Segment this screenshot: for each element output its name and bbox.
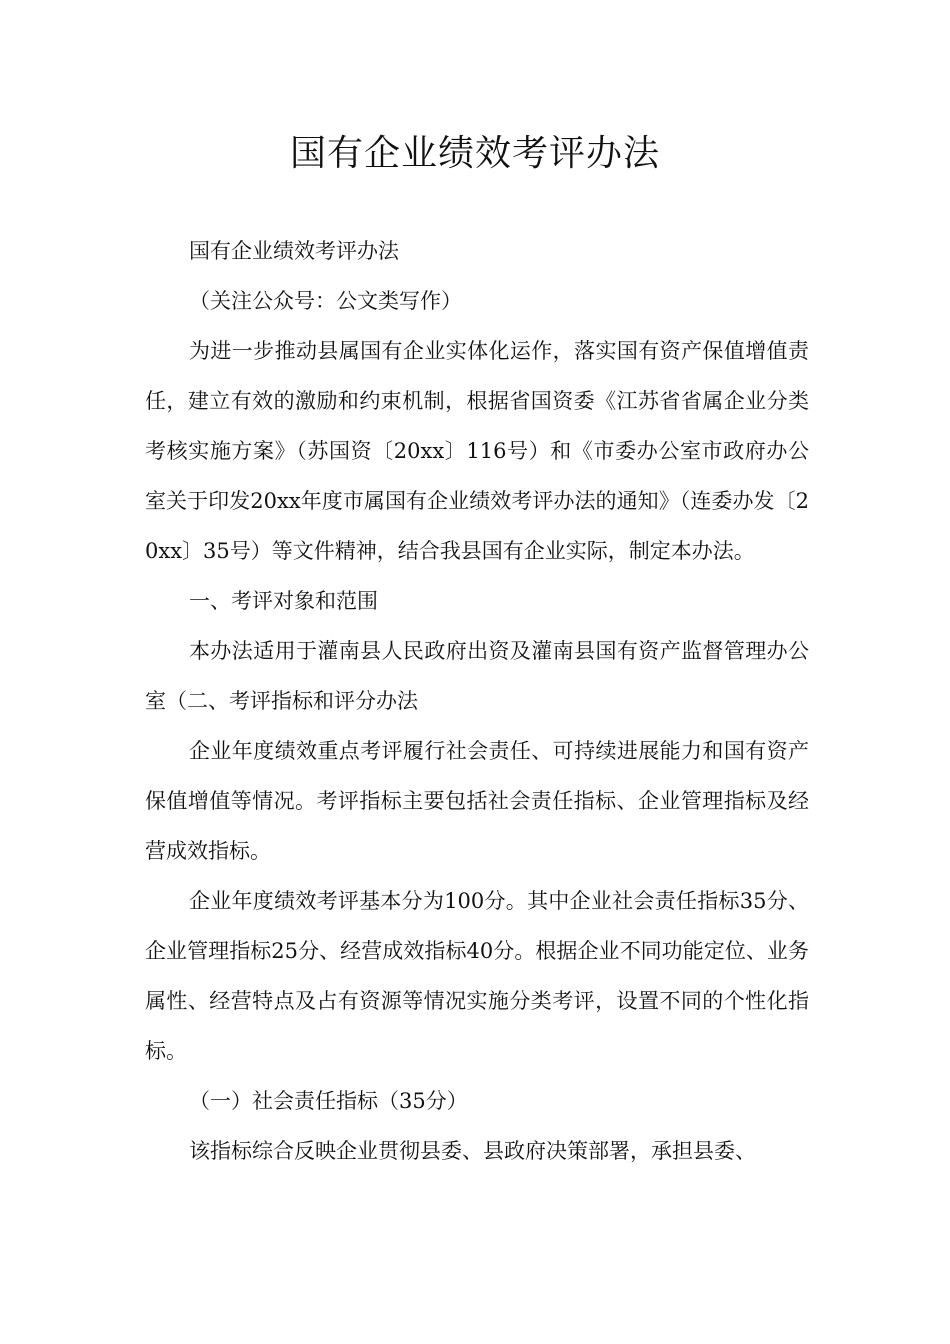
paragraph-source-note: （关注公众号：公文类写作） <box>189 289 462 313</box>
paragraph-scoring: 企业年度绩效考评基本分为100分。其中企业社会责任指标35分、企业管理指标25分、经营成效指标40分。根据企业不同功能定位、业务属性、经营特点及占有资源等情况实施分类考评，设置不同的个性化指标。 <box>145 889 809 1063</box>
document-title: 国有企业绩效考评办法 <box>289 133 660 174</box>
paragraph-social-responsibility: 该指标综合反映企业贯彻县委、县政府决策部署，承担县委、 <box>189 1139 756 1163</box>
section-heading-scope: 一、考评对象和范围 <box>189 589 378 613</box>
paragraph-subtitle: 国有企业绩效考评办法 <box>189 239 399 263</box>
section-heading-social-responsibility: （一）社会责任指标（35分） <box>189 1089 468 1113</box>
paragraph-preamble: 为进一步推动县属国有企业实体化运作，落实国有资产保值增值责任，建立有效的激励和约束机制，根据省国资委《江苏省省属企业分类考核实施方案》（苏国资〔20xx〕116号）和《市委办公室市政府办公室关于印发20xx年度市属国有企业绩效考评办法的通知》（连委办发〔20xx〕35号）等文件精神，结合我县国有企业实际，制定本办法。 <box>145 339 809 563</box>
paragraph-indicators: 企业年度绩效重点考评履行社会责任、可持续进展能力和国有资产保值增值等情况。考评指标主要包括社会责任指标、企业管理指标及经营成效指标。 <box>145 739 809 863</box>
document-body <box>145 226 809 1176</box>
paragraph-scope: 本办法适用于灌南县人民政府出资及灌南县国有资产监督管理办公室（二、考评指标和评分办法 <box>145 639 809 713</box>
